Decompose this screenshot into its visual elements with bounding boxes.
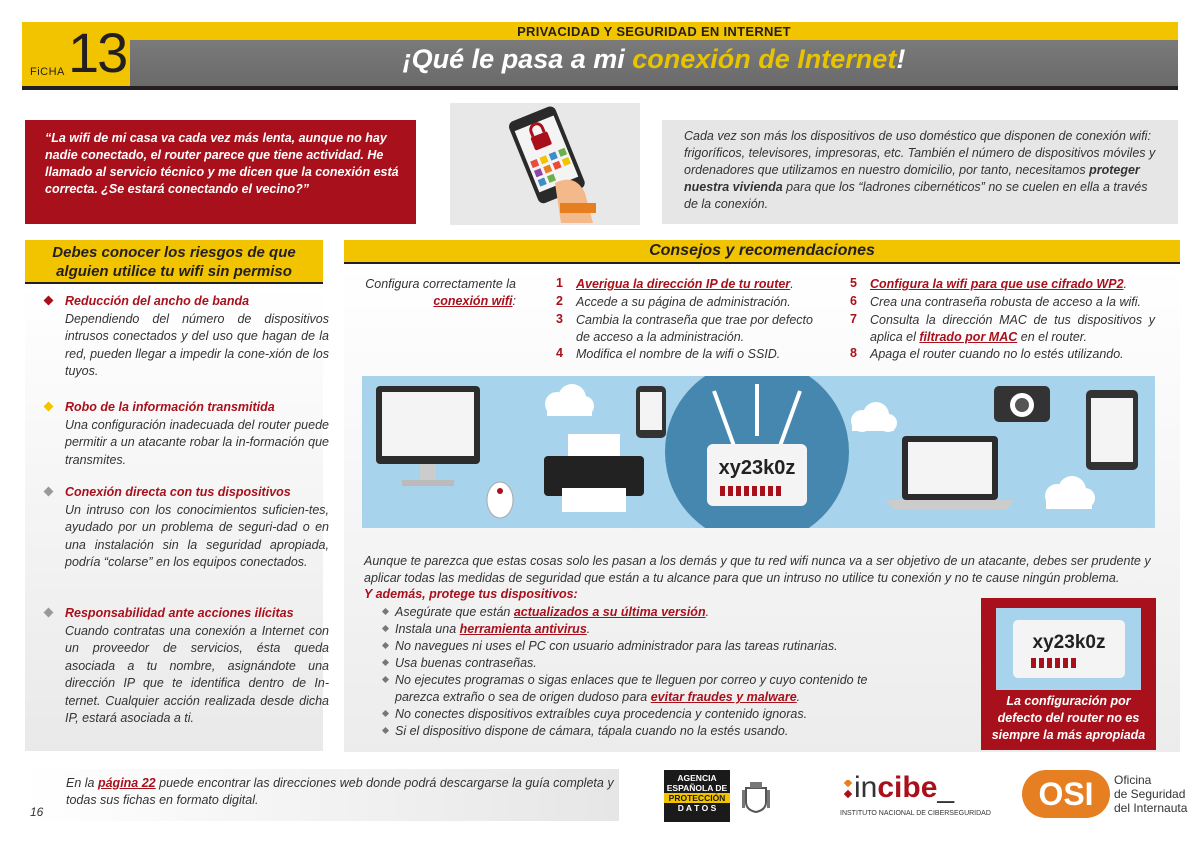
footer-text: En la página 22 puede encontrar las direcciones web donde podrá descargarse la guía completa y todas sus fichas en formato digital. <box>66 776 614 807</box>
step-number: 2 <box>556 294 563 308</box>
step-number: 6 <box>850 294 857 308</box>
router-label: xy23k0z <box>718 457 796 479</box>
config-label: Configura correctamente la conexión wifi: <box>365 277 516 308</box>
step-5: Configura la wifi para que use cifrado WP2. <box>870 277 1127 291</box>
aepd-logo: AGENCIA ESPAÑOLA DE PROTECCIÓN D A T O S <box>664 770 730 822</box>
diamond-bullet-icon <box>44 402 54 412</box>
osi-name: Oficina de Seguridad del Internauta <box>1114 773 1188 815</box>
tip-item: Instala una herramienta antivirus. <box>395 621 955 638</box>
protect-devices-heading: Y además, protege tus dispositivos: <box>364 587 578 601</box>
step-1: Averigua la dirección IP de tu router. <box>576 277 794 291</box>
risk-item <box>65 484 329 572</box>
page-number: 16 <box>30 805 44 819</box>
diamond-bullet-icon <box>44 487 54 497</box>
step-8: Apaga el router cuando no lo estés utilizando. <box>870 347 1124 361</box>
risk-text: Una configuración inadecuada del router puede permitir a un atacante robar la in-formación que transmites. <box>65 417 329 467</box>
risks-panel <box>25 285 329 751</box>
step-number: 7 <box>850 312 857 326</box>
risk-text: Un intruso con los conocimientos suficien-tes, ayudado por un problema de seguri-dad o en una instalación sin la seguridad apropiada, podría “colarse” en los equipos conectados. <box>65 502 329 569</box>
step-2: Accede a su página de administración. <box>576 295 791 309</box>
tip-item: Usa buenas contraseñas. <box>395 655 955 672</box>
network-devices-icon <box>362 376 1155 528</box>
step-number: 4 <box>556 346 563 360</box>
tip-item: No navegues ni uses el PC con usuario administrador para las tareas rutinarias. <box>395 638 955 655</box>
updates-link[interactable]: actualizados a su última versión <box>513 605 706 619</box>
page-22-link[interactable]: página 22 <box>97 776 156 790</box>
risk-item <box>65 293 329 381</box>
tip-item: No conectes dispositivos extraíbles cuya procedencia y contenido ignoras. <box>395 706 955 723</box>
hand-phone-icon <box>450 103 640 225</box>
find-router-ip-link[interactable]: Averigua la dirección IP de tu router <box>576 277 791 291</box>
fraud-malware-link[interactable]: evitar fraudes y malware <box>650 690 797 704</box>
page-title: ¡Qué le pasa a mi conexión de Internet! <box>402 44 906 74</box>
tip-item: No ejecutes programas o sigas enlaces que te lleguen por correo y cuyo contenido te parezca extraño o sea de origen dudoso para evitar fraudes y malware. <box>395 672 915 706</box>
risks-heading: Debes conocer los riesgos de que alguien utilice tu wifi sin permiso <box>25 240 323 284</box>
wifi-encryption-link[interactable]: Configura la wifi para que use cifrado WP2 <box>870 277 1124 291</box>
phone-illustration <box>450 103 640 225</box>
risk-item <box>65 605 329 728</box>
mac-filter-link[interactable]: filtrado por MAC <box>919 330 1018 344</box>
advice-paragraph: Aunque te parezca que estas cosas solo les pasan a los demás y que tu red wifi nunca va a ser objetivo de un atacante, debes ser prudente y aplicar todas las medidas de seguridad que están a tu alcance para que un intruso no utilice tu conexión y no te cause ningún problema. <box>364 554 1151 585</box>
diamond-bullet-icon <box>44 296 54 306</box>
coat-of-arms-icon <box>740 780 772 814</box>
step-6: Crea una contraseña robusta de acceso a la wifi. <box>870 295 1141 309</box>
risk-title: Responsabilidad ante acciones ilícitas <box>65 606 294 620</box>
risk-item <box>65 399 329 469</box>
intro-text: Cada vez son más los dispositivos de uso doméstico que disponen de conexión wifi: frigoríficos, televisores, impresoras, etc. También el número de dispositivos móviles y ordenadores que utilizamos en nuestro domicilio, por tanto, necesitamos proteger nuestra vivienda para que los “ladrones cibernéticos” no se cuelen en ella a través de la conexión. <box>662 120 1178 224</box>
step-number: 8 <box>850 346 857 360</box>
osi-logo-text: OSI <box>1038 776 1094 812</box>
risk-title: Robo de la información transmitida <box>65 400 275 414</box>
devices-illustration <box>362 376 1155 528</box>
router-icon <box>981 598 1156 693</box>
advice-heading: Consejos y recomendaciones <box>344 240 1180 264</box>
risk-text: Dependiendo del número de dispositivos intrusos conectados y del uso que hagan de la red, pueden llegar a impedir la cone-xión de los tuyos. <box>65 311 329 378</box>
risk-title: Reducción del ancho de banda <box>65 294 250 308</box>
ficha-label: FiCHA <box>30 66 65 78</box>
step-4: Modifica el nombre de la wifi o SSID. <box>576 347 781 361</box>
supertitle: PRIVACIDAD Y SEGURIDAD EN INTERNET <box>517 24 791 39</box>
user-quote: “La wifi de mi casa va cada vez más lenta, aunque no hay nadie conectado, el router parece que tiene actividad. He llamado al servicio técnico y me dicen que la conexión está correcta. ¿Se estará conectando el vecino?” <box>25 120 416 224</box>
tip-item: Si el dispositivo dispone de cámara, tápala cuando no la estés usando. <box>395 723 955 740</box>
step-number: 1 <box>556 276 563 290</box>
diamond-bullet-icon <box>44 608 54 618</box>
step-7: Consulta la dirección MAC de tus dispositivos y aplica el filtrado por MAC en el router. <box>870 313 1155 344</box>
ficha-number: 13 <box>68 21 127 84</box>
tip-item: Asegúrate que están actualizados a su última versión. <box>395 604 955 621</box>
antivirus-link[interactable]: herramienta antivirus <box>459 622 587 636</box>
config-wifi-link[interactable]: conexión wifi <box>433 294 513 308</box>
step-3: Cambia la contraseña que trae por defecto de acceso a la administración. <box>576 313 813 344</box>
router-caption: La configuración por defecto del router no es siempre la más apropiada <box>991 694 1146 742</box>
risk-text: Cuando contratas una conexión a Internet con un proveedor de servicios, ésta queda asociada a tu nombre, asignándote una dirección IP que te identifica dentro de In-ternet. Cualquier acción realizada desde dicha IP, estará asociada a ti. <box>65 623 329 725</box>
incibe-logo: incibe_ INSTITUTO NACIONAL DE CIBERSEGURIDAD <box>840 771 991 817</box>
router-label: xy23k0z <box>1032 632 1106 653</box>
risk-title: Conexión directa con tus dispositivos <box>65 485 291 499</box>
step-number: 3 <box>556 312 563 326</box>
step-number: 5 <box>850 276 857 290</box>
header-divider <box>22 86 1178 90</box>
